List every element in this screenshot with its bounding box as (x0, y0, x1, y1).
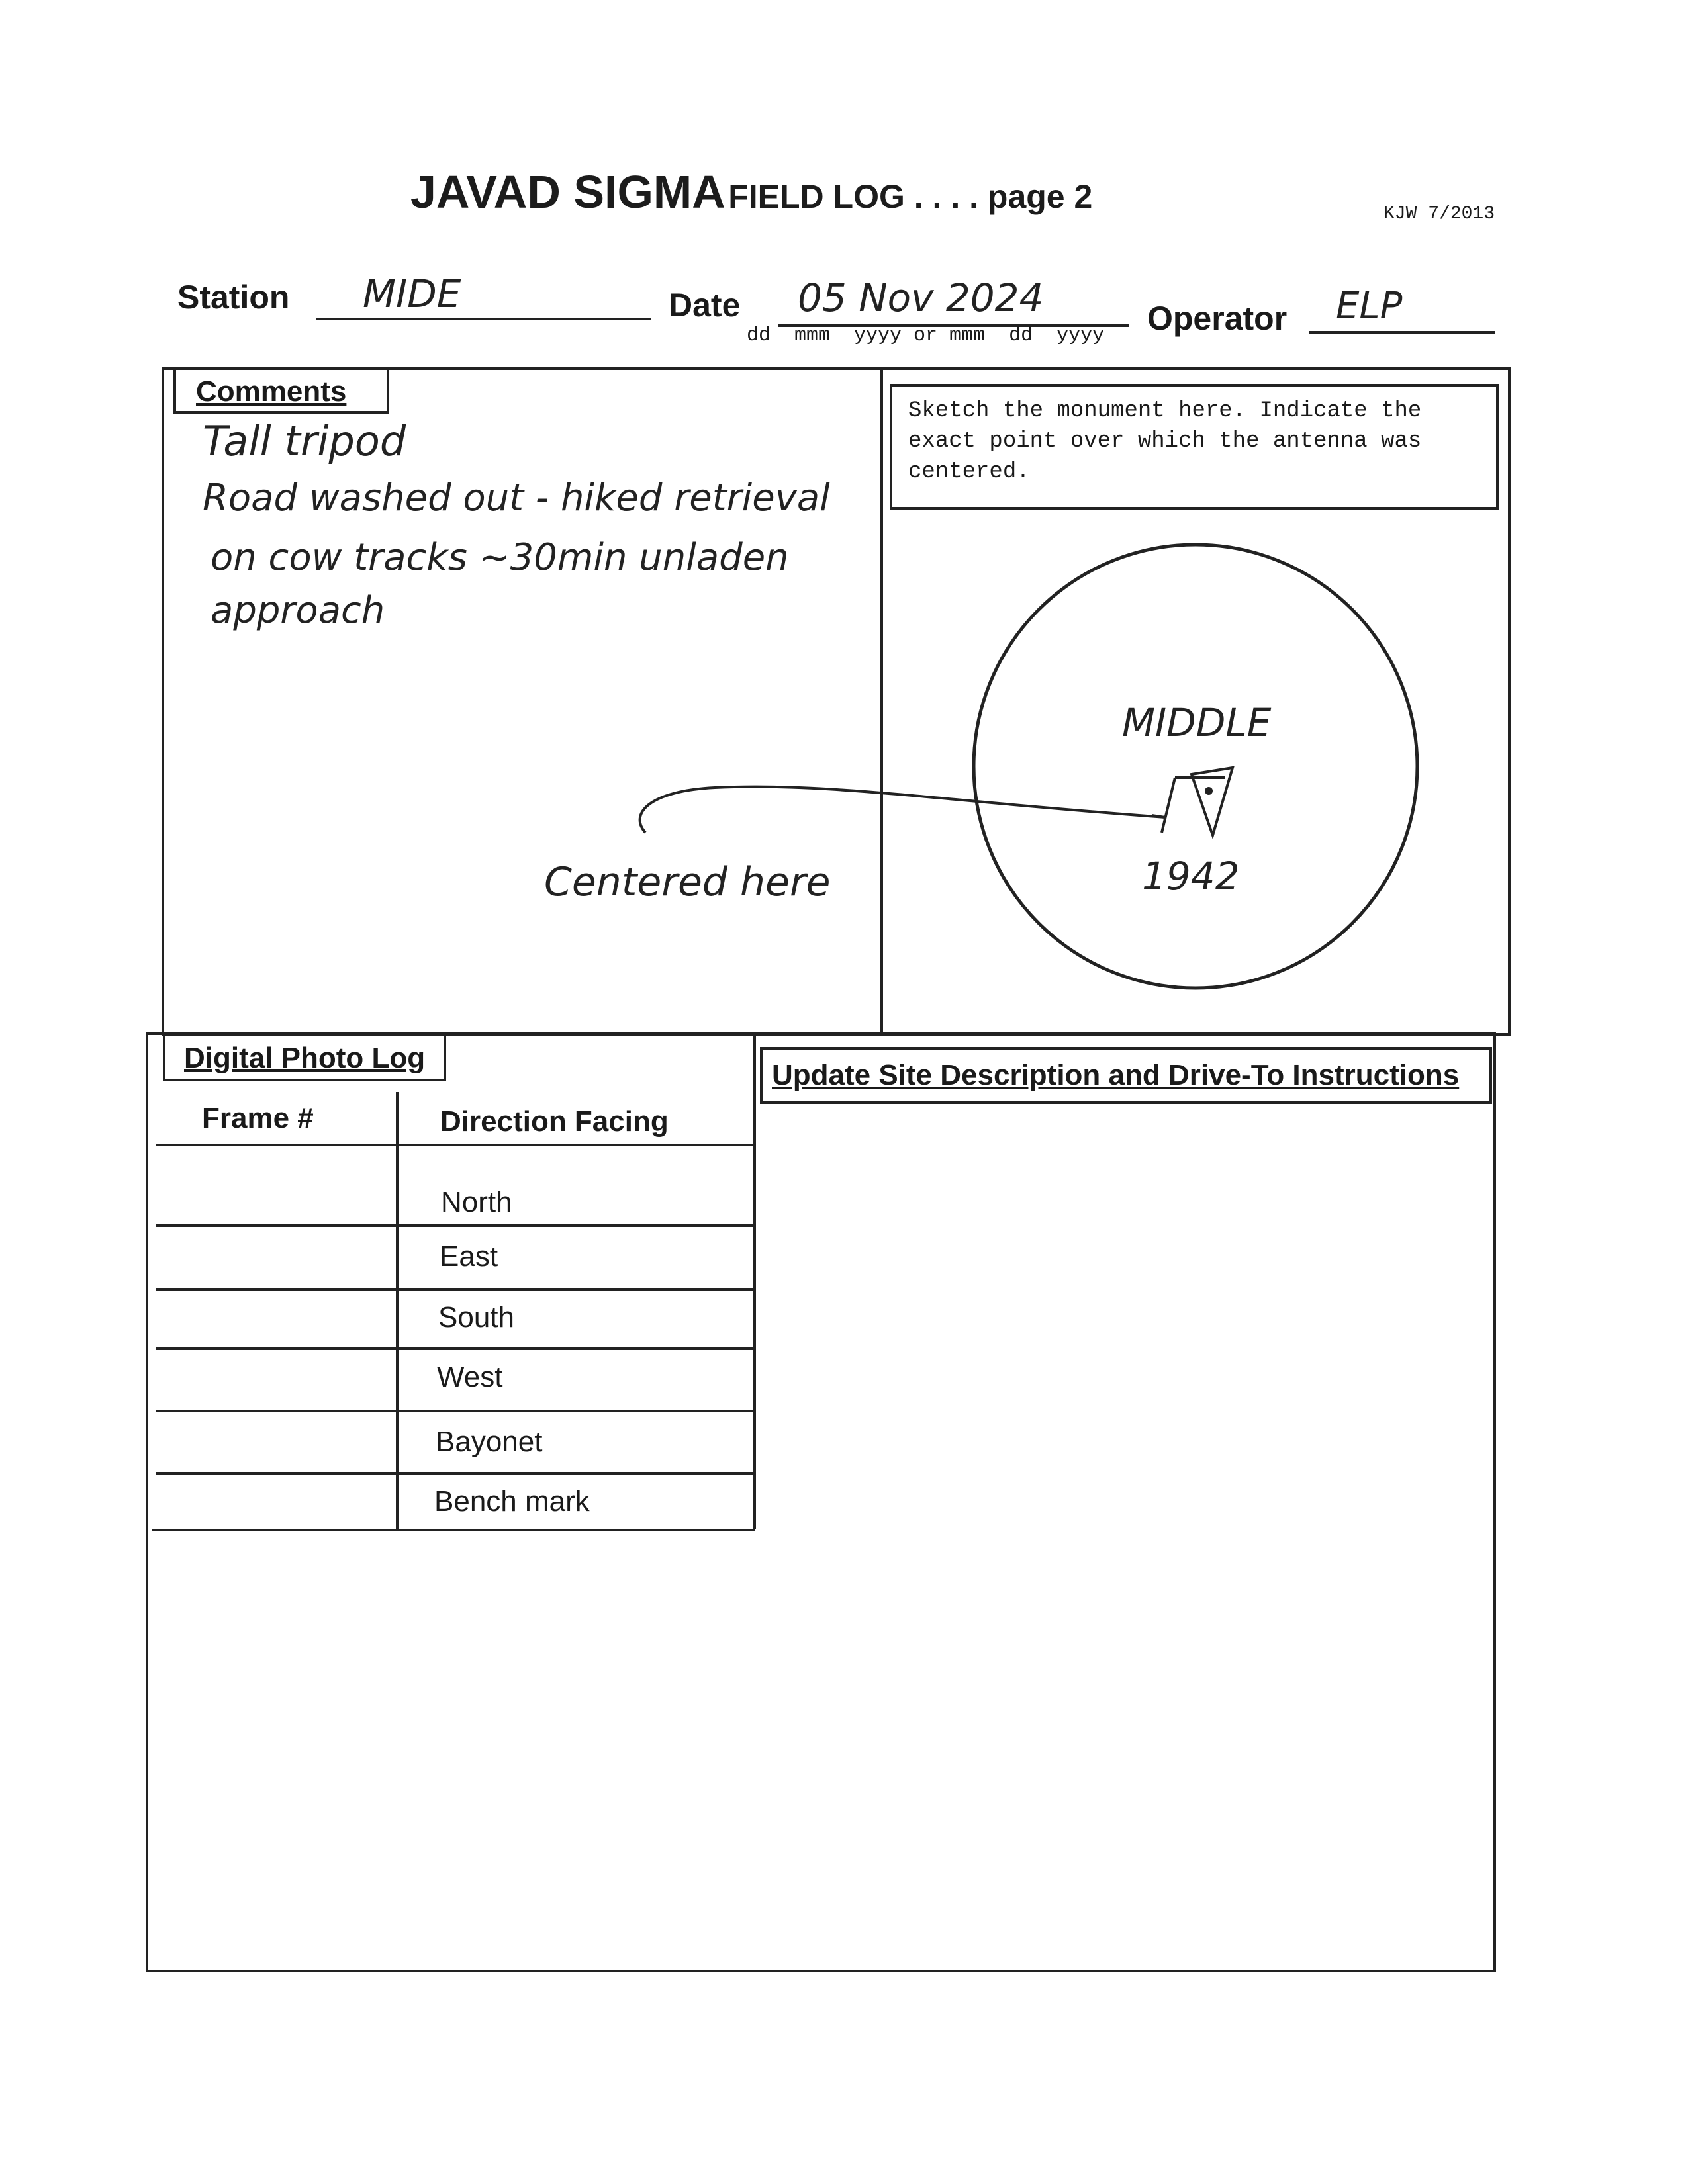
table-row[interactable] (156, 1227, 755, 1288)
direction-cell: North (441, 1186, 512, 1218)
site-description-area[interactable] (760, 1107, 1492, 1960)
direction-cell: Bayonet (436, 1426, 543, 1458)
comment-line-2[interactable]: Road washed out - hiked retrieval (203, 477, 830, 520)
comment-line-4[interactable]: approach (211, 589, 385, 632)
site-description-heading-box (760, 1047, 1492, 1104)
date-value: 05 Nov 2024 (798, 275, 1044, 320)
monument-year: 1942 (1142, 854, 1240, 899)
title-rest: FIELD LOG . . . . page 2 (728, 178, 1093, 215)
direction-cell: South (438, 1301, 514, 1334)
station-label: Station (177, 279, 290, 316)
comments-heading: Comments (196, 375, 347, 408)
direction-cell: West (437, 1361, 503, 1393)
direction-cell: Bench mark (434, 1485, 590, 1518)
revision-label: KJW 7/2013 (1383, 204, 1495, 224)
table-row[interactable] (156, 1291, 755, 1347)
table-row[interactable] (156, 1475, 755, 1529)
date-label: Date (669, 287, 741, 324)
comment-line-1[interactable]: Tall tripod (203, 417, 406, 465)
centered-annotation: Centered here (544, 859, 831, 905)
title-main: JAVAD SIGMA (410, 166, 726, 218)
photo-log-heading: Digital Photo Log (184, 1042, 426, 1074)
comment-line-3[interactable]: on cow tracks ~30min unladen (211, 536, 789, 579)
col-frame-header: Frame # (202, 1102, 314, 1134)
photo-log-heading-box (163, 1032, 446, 1081)
table-row[interactable] (156, 1412, 755, 1472)
monument-disk-outline (974, 545, 1417, 988)
table-row[interactable] (156, 1146, 755, 1224)
operator-value: ELP (1336, 285, 1403, 328)
center-point (1205, 787, 1213, 795)
monument-name: MIDDLE (1122, 700, 1272, 745)
site-description-heading: Update Site Description and Drive-To Instructions (772, 1059, 1460, 1091)
operator-label: Operator (1147, 300, 1288, 337)
sketch-instructions: Sketch the monument here. Indicate the exact point over which the antenna was centered. (908, 398, 1422, 484)
date-format-hint: dd mmm yyyy or mmm dd yyyy (747, 324, 1105, 347)
table-row[interactable] (156, 1350, 755, 1410)
arrow-stroke-down (1162, 778, 1175, 833)
col-direction-header: Direction Facing (440, 1105, 669, 1138)
station-value: MIDE (363, 271, 461, 316)
direction-cell: East (440, 1240, 498, 1273)
pointer-line (640, 787, 1165, 833)
